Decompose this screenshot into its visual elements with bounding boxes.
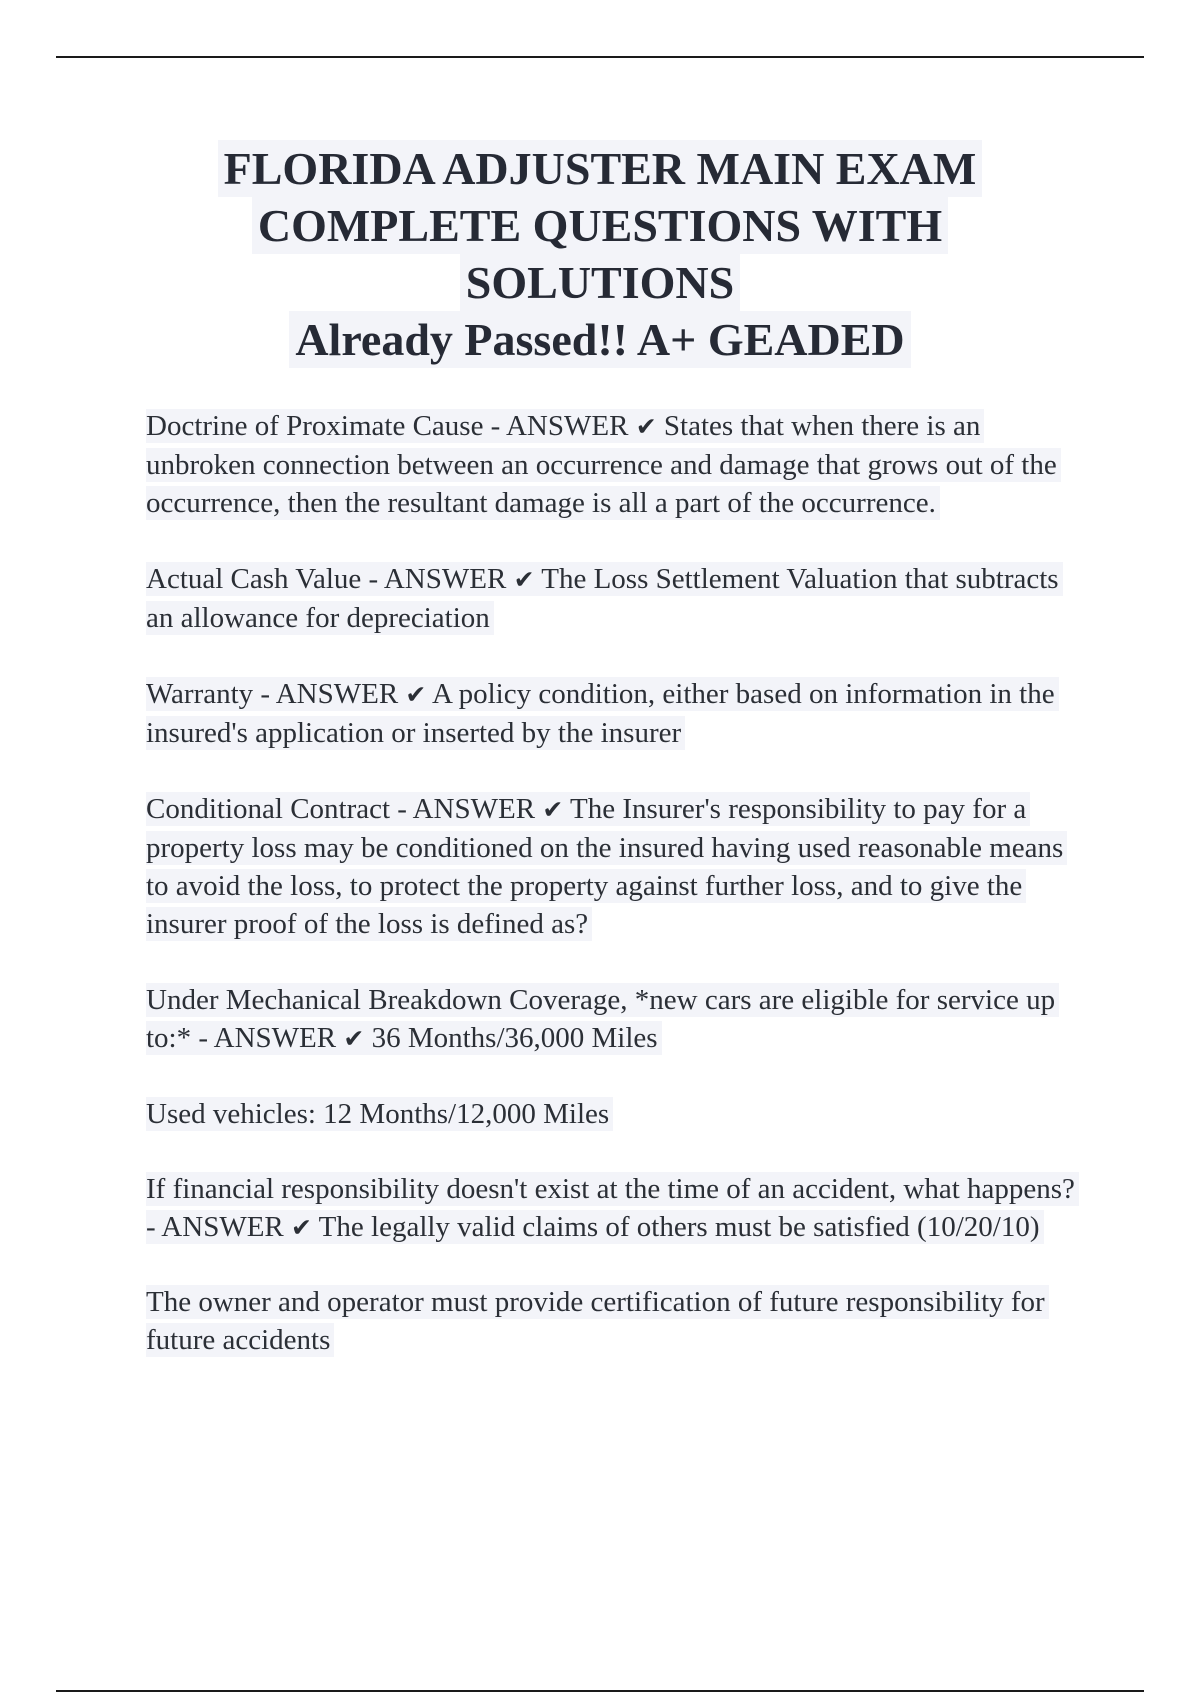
note-text: Used vehicles: 12 Months/12,000 Miles	[146, 1097, 613, 1131]
qa-question: Warranty - ANSWER	[146, 678, 406, 710]
qa-list	[146, 407, 1076, 1397]
checkmark-icon: ✔	[635, 412, 657, 441]
qa-entry-financial-responsibility	[146, 1170, 1076, 1247]
qa-answer: The legally valid claims of others must be satisfied (10/20/10)	[311, 1211, 1040, 1243]
checkmark-icon: ✔	[405, 680, 427, 709]
qa-note-future-responsibility	[146, 1283, 1076, 1359]
qa-entry-mechanical-breakdown	[146, 981, 1076, 1058]
title-line-4: Already Passed!! A+ GEADED	[289, 311, 910, 368]
qa-question: If financial responsibility doesn't exist at the time of an accident, what happens? - ANSWER	[146, 1173, 1075, 1243]
qa-answer: 36 Months/36,000 Miles	[364, 1022, 658, 1054]
qa-answer: States that when there is an unbroken connection between an occurrence and damage that grows out of the occurrence, then the resultant damage is all a part of the occurrence.	[146, 410, 1057, 519]
checkmark-icon: ✔	[542, 795, 564, 824]
bottom-rule	[56, 1690, 1144, 1692]
qa-answer: The Insurer's responsibility to pay for a property loss may be conditioned on the insured having used reasonable means to avoid the loss, to protect the property against further loss, and to give the insurer proof of the loss is defined as?	[146, 793, 1064, 940]
note-text: The owner and operator must provide certification of future responsibility for future accidents	[146, 1285, 1049, 1357]
qa-note-used-vehicles	[146, 1095, 1076, 1133]
qa-entry-conditional-contract	[146, 790, 1076, 943]
qa-question: Doctrine of Proximate Cause - ANSWER	[146, 410, 636, 442]
top-rule	[56, 56, 1144, 58]
checkmark-icon: ✔	[343, 1024, 365, 1053]
qa-question: Conditional Contract - ANSWER	[146, 793, 543, 825]
qa-question: Under Mechanical Breakdown Coverage, *new cars are eligible for service up to:* - ANSWER	[146, 984, 1056, 1054]
qa-question: Actual Cash Value - ANSWER	[146, 563, 514, 595]
checkmark-icon: ✔	[291, 1213, 312, 1242]
title-line-1: FLORIDA ADJUSTER MAIN EXAM	[218, 140, 983, 197]
document-title	[0, 140, 1200, 368]
qa-entry-proximate-cause	[146, 407, 1076, 522]
title-line-3: SOLUTIONS	[460, 254, 740, 311]
qa-answer: The Loss Settlement Valuation that subtracts an allowance for depreciation	[146, 563, 1059, 634]
qa-answer: A policy condition, either based on information in the insured's application or inserted by the insurer	[146, 678, 1055, 749]
checkmark-icon: ✔	[513, 565, 535, 594]
qa-entry-warranty	[146, 675, 1076, 752]
title-line-2: COMPLETE QUESTIONS WITH	[252, 197, 948, 254]
qa-entry-actual-cash-value	[146, 560, 1076, 637]
